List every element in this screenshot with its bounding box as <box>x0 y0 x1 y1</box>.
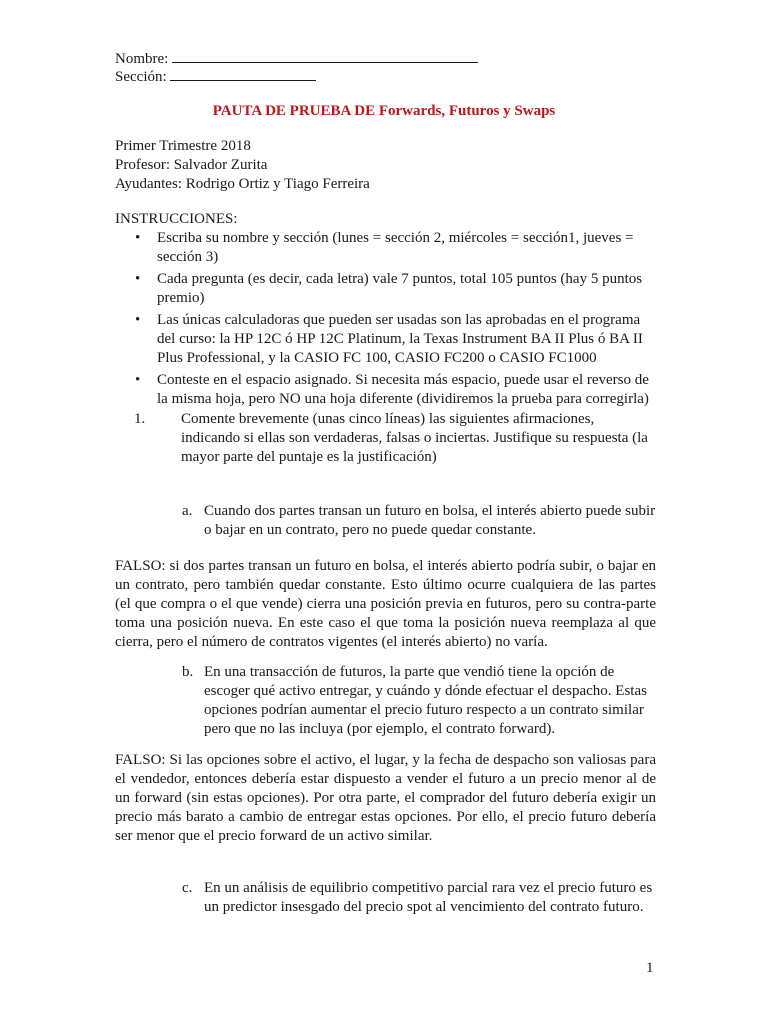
part-c <box>182 879 662 917</box>
name-blank-line <box>172 48 478 63</box>
part-b-answer: FALSO: Si las opciones sobre el activo, el lugar, y la fecha de despacho son valiosas para el vendedor, entonces debería estar dispuesto a vender el futuro a un precio menor al de un forward (sin estas opciones). Por otra parte, el comprador del futuro debería exigir un precio más barato a cambio de entregar estas opciones. Por ello, el precio futuro debería ser menor que el precio forward de un activo similar. <box>115 752 656 844</box>
instructions-list <box>135 229 655 412</box>
term-line: Primer Trimestre 2018 <box>115 138 251 154</box>
professor-line: Profesor: Salvador Zurita <box>115 157 268 173</box>
section-field <box>115 66 316 87</box>
question-number: 1. <box>134 411 146 427</box>
name-label: Nombre: <box>115 51 169 67</box>
part-a-label: a. <box>182 503 193 519</box>
instructions-heading: INSTRUCCIONES: <box>115 211 238 227</box>
instruction-item: • Cada pregunta (es decir, cada letra) vale 7 puntos, total 105 puntos (hay 5 puntos premio) <box>135 270 655 308</box>
part-b <box>182 663 662 739</box>
part-a-statement: Cuando dos partes transan un futuro en bolsa, el interés abierto puede subir o bajar en un contrato, pero no puede quedar constante. <box>204 503 656 538</box>
question-text: Comente brevemente (unas cinco líneas) las siguientes afirmaciones, indicando si ellas son verdaderas, falsas o inciertas. Justifique su respuesta (la mayor parte del puntaje es la justificación) <box>181 411 648 465</box>
part-c-statement: En un análisis de equilibrio competitivo parcial rara vez el precio futuro es un predictor insesgado del precio spot al vencimiento del contrato futuro. <box>204 880 653 915</box>
section-blank-line <box>170 66 316 81</box>
section-label: Sección: <box>115 69 167 85</box>
instruction-item: • Escriba su nombre y sección (lunes = sección 2, miércoles = sección1, jueves = sección 3) <box>135 229 655 267</box>
document-title: PAUTA DE PRUEBA DE Forwards, Futuros y Swaps <box>212 103 556 119</box>
part-c-label: c. <box>182 880 193 896</box>
instruction-item: • Las únicas calculadoras que pueden ser usadas son las aprobadas en el programa del curso: la HP 12C ó HP 12C Platinum, la Texas Instrument BA II Plus ó BA II Plus Professional, y la CASIO FC 100, CASIO FC200 o CASIO FC1000 <box>135 311 655 368</box>
page-number: 1 <box>646 960 654 976</box>
part-a <box>182 502 662 540</box>
part-b-label: b. <box>182 664 194 680</box>
question-1 <box>134 410 654 467</box>
part-a-answer: FALSO: si dos partes transan un futuro en bolsa, el interés abierto podría subir, o bajar en un contrato, pero también quedar constante. Esto último ocurre cualquiera de las partes (el que compra o el que vende) cierra una posición previa en futuros, pero su contra-parte toma una posición nueva. En este caso el que toma la posición nueva reemplaza al que cierra, pero el número de contratos vigentes (el interés abierto) no varía. <box>115 558 656 650</box>
instruction-item: • Conteste en el espacio asignado. Si necesita más espacio, puede usar el reverso de la misma hoja, pero NO una hoja diferente (dividiremos la prueba para corregirla) <box>135 371 655 409</box>
part-b-statement: En una transacción de futuros, la parte que vendió tiene la opción de escoger qué activo entregar, y cuándo y dónde efectuar el despacho. Estas opciones podrían aumentar el precio futuro respecto a un contrato similar pero que no las incluya (por ejemplo, el contrato forward). <box>204 664 647 737</box>
assistants-line: Ayudantes: Rodrigo Ortiz y Tiago Ferreira <box>115 176 370 192</box>
